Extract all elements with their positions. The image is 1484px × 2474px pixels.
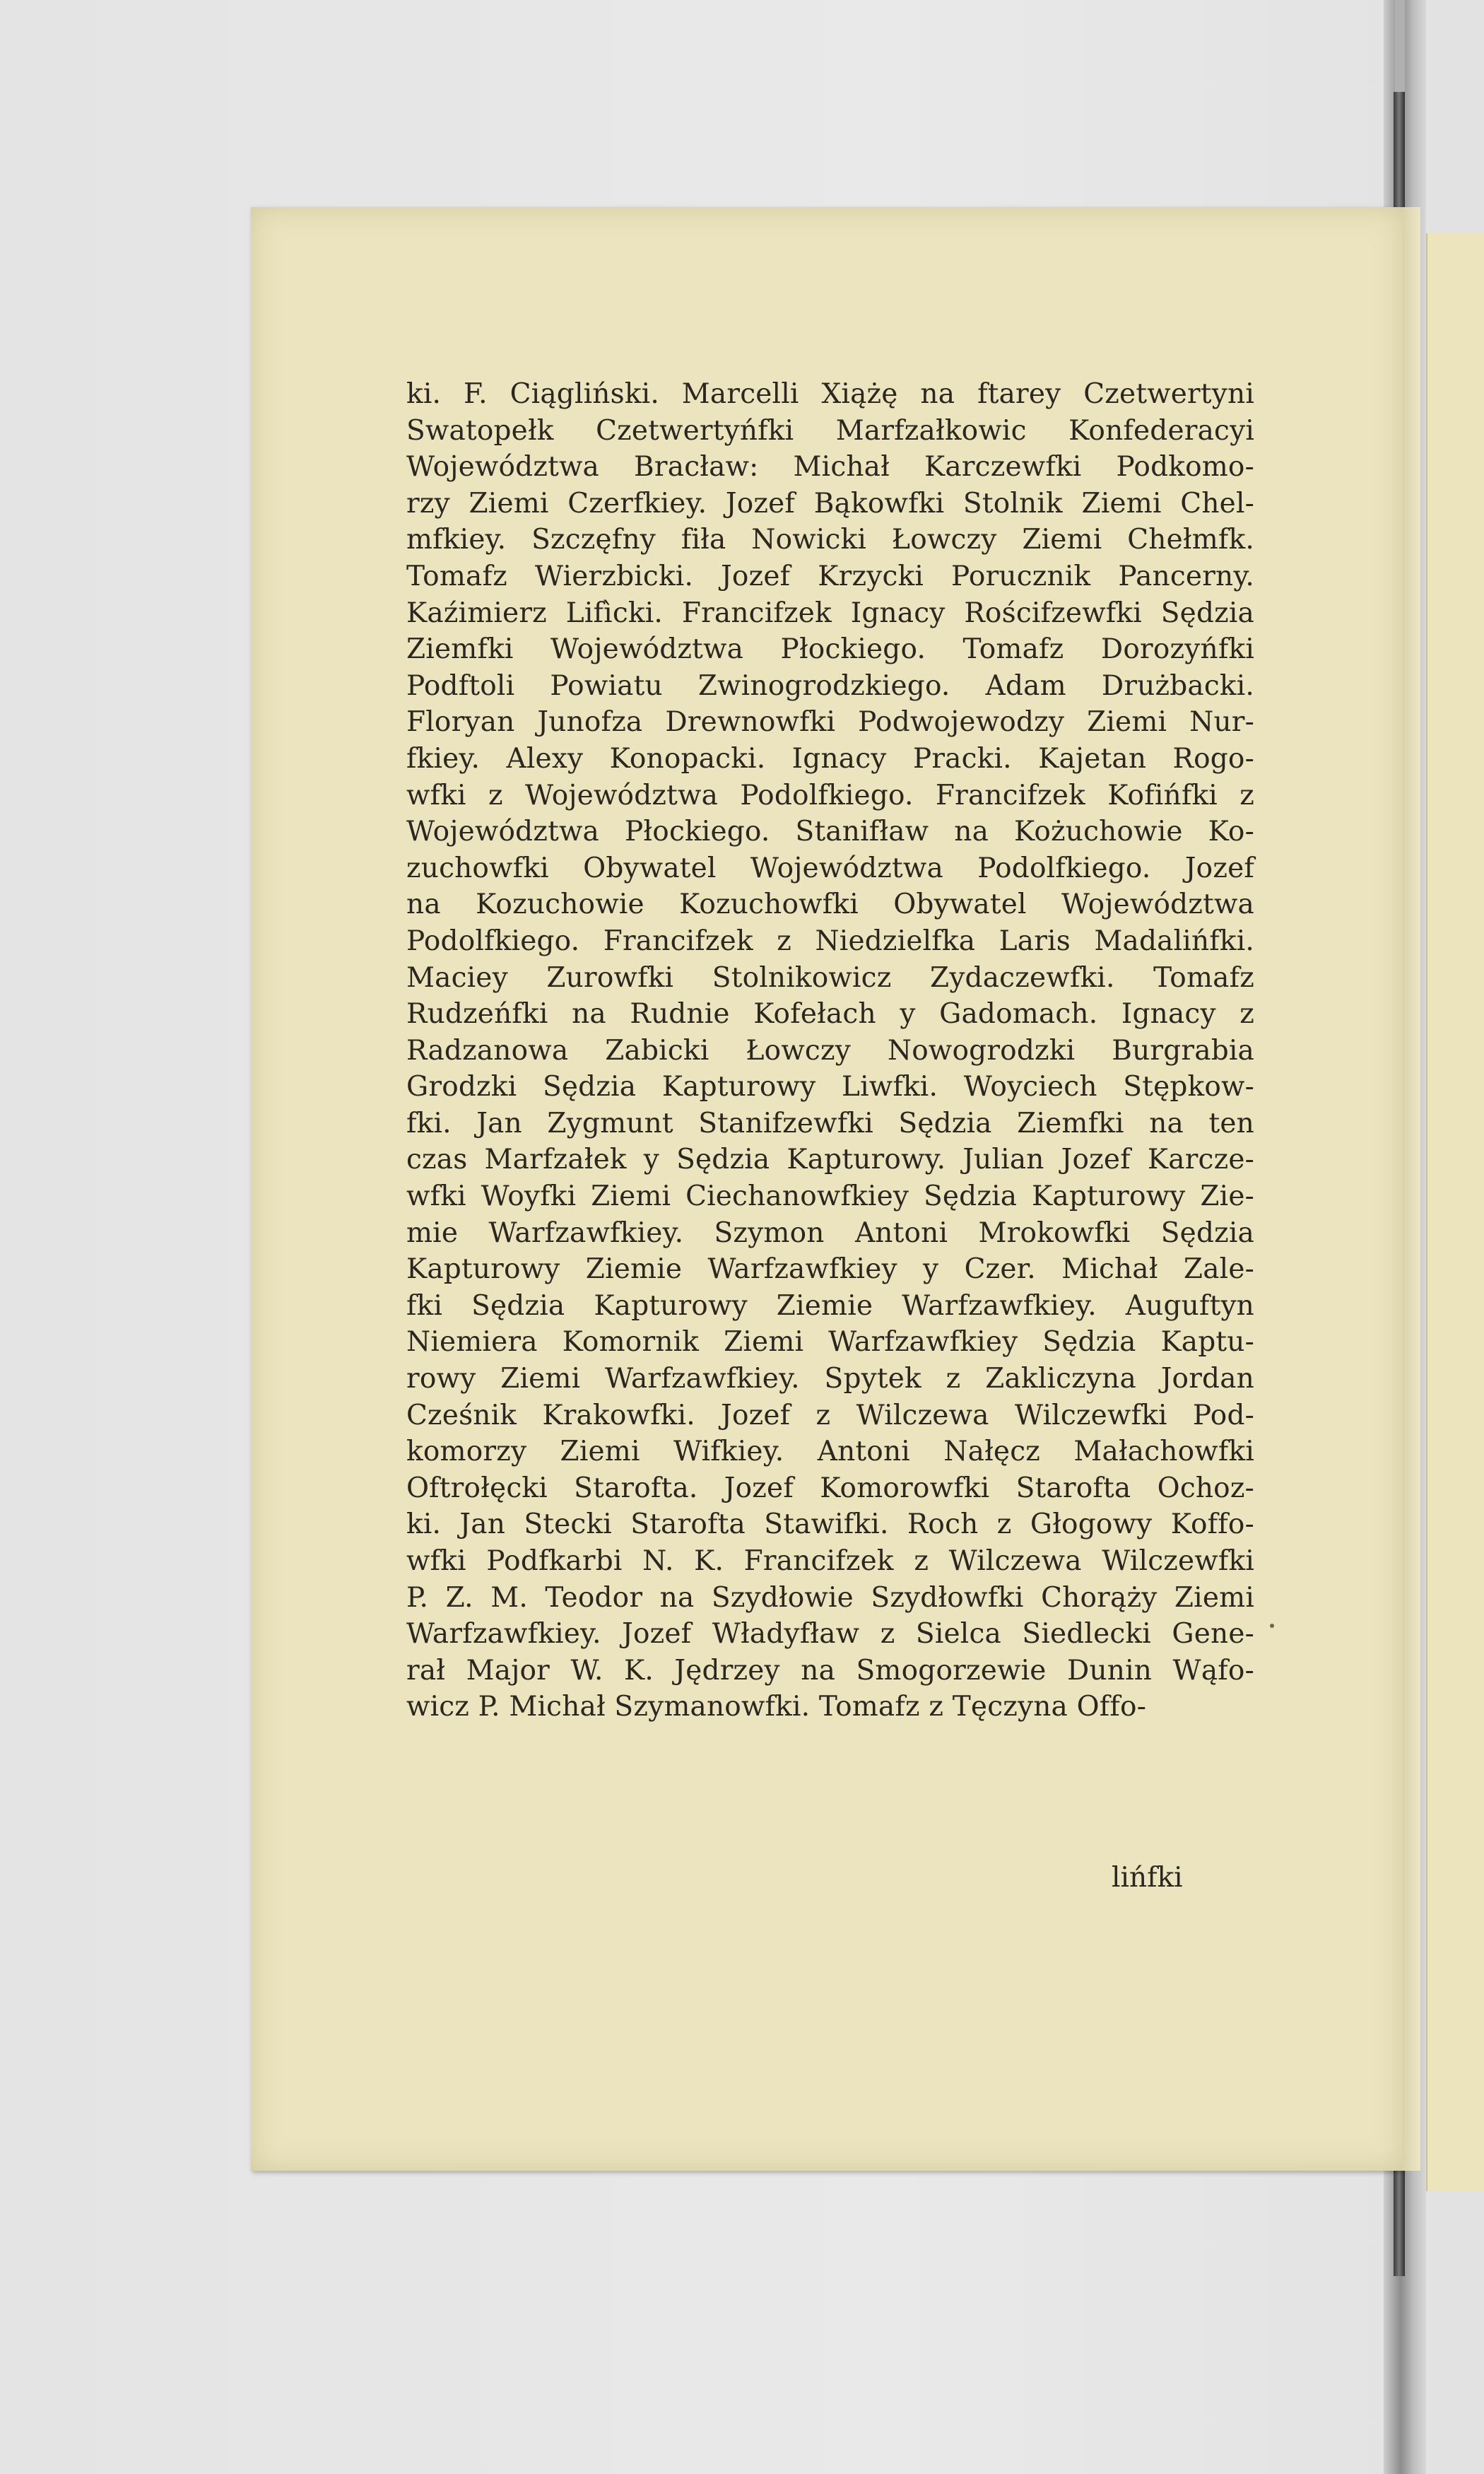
text-line: Ziemfki Województwa Płockiego. Tomafz Dorozyńfki: [406, 633, 1254, 666]
text-line: wfki Podfkarbi N. K. Francifzek z Wilczewa Wilczewfki: [406, 1545, 1254, 1577]
facing-page-edge: [1426, 233, 1484, 2191]
text-line: ki. Jan Stecki Starofta Stawifki. Roch z Głogowy Koffo-: [406, 1508, 1254, 1541]
text-line: Podftoli Powiatu Zwinogrodzkiego. Adam Drużbacki.: [406, 669, 1254, 702]
text-line: Kaźimierz Lifìcki. Francifzek Ignacy Rościfzewfki Sędzia: [406, 597, 1254, 629]
page-gutter: [1403, 207, 1420, 2171]
text-line: czas Marfzałek y Sędzia Kapturowy. Julian Jozef Karcze-: [406, 1144, 1254, 1176]
text-line: Grodzki Sędzia Kapturowy Liwfki. Woyciech Stępkow-: [406, 1071, 1254, 1103]
catchword: lińfki: [1112, 1862, 1183, 1894]
text-line: rowy Ziemi Warfzawfkiey. Spytek z Zakliczyna Jordan: [406, 1363, 1254, 1395]
text-line: mie Warfzawfkiey. Szymon Antoni Mrokowfki Sędzia: [406, 1217, 1254, 1249]
text-line: Województwa Płockiego. Stanifław na Kożuchowie Ko-: [406, 816, 1254, 848]
text-line: P. Z. M. Teodor na Szydłowie Szydłowfki Chorąży Ziemi: [406, 1581, 1254, 1614]
text-line: fki. Jan Zygmunt Stanifzewfki Sędzia Ziemfki na ten: [406, 1107, 1254, 1139]
binding-top: [1395, 0, 1405, 92]
text-line: fkiey. Alexy Konopacki. Ignacy Pracki. Kajetan Rogo-: [406, 742, 1254, 775]
text-line: komorzy Ziemi Wifkiey. Antoni Nałęcz Małachowfki: [406, 1436, 1254, 1468]
ink-speck: [1270, 1624, 1274, 1628]
text-line: rzy Ziemi Czerfkiey. Jozef Bąkowfki Stolnik Ziemi Chel-: [406, 487, 1254, 520]
text-line: Warfzawfkiey. Jozef Władyfław z Sielca Siedlecki Gene-: [406, 1618, 1254, 1651]
text-line: fki Sędzia Kapturowy Ziemie Warfzawfkiey. Auguftyn: [406, 1289, 1254, 1322]
text-line: Tomafz Wierzbicki. Jozef Krzycki Porucznik Pancerny.: [406, 560, 1254, 592]
text-line: wicz P. Michał Szymanowfki. Tomafz z Tęczyna Offo-: [406, 1691, 1147, 1723]
text-line: ki. F. Ciągliński. Marcelli Xiążę na ftarey Czetwertyni: [406, 378, 1254, 410]
text-line: Floryan Junofza Drewnowfki Podwojewodzy Ziemi Nur-: [406, 706, 1254, 739]
text-line: na Kozuchowie Kozuchowfki Obywatel Województwa: [406, 889, 1254, 921]
text-line: Cześnik Krakowfki. Jozef z Wilczewa Wilczewfki Pod-: [406, 1399, 1254, 1431]
text-line: Radzanowa Zabicki Łowczy Nowogrodzki Burgrabia: [406, 1034, 1254, 1067]
text-line: Rudzeńfki na Rudnie Kofełach y Gadomach. Ignacy z: [406, 998, 1254, 1031]
text-line: rał Major W. K. Jędrzey na Smogorzewie Dunin Wąfo-: [406, 1654, 1254, 1687]
text-line: Swatopełk Czetwertyńfki Marfzałkowic Konfederacyi: [406, 414, 1254, 447]
text-line: wfki z Województwa Podolfkiego. Francifzek Kofińfki z: [406, 779, 1254, 811]
text-line: Podolfkiego. Francifzek z Niedzielfka Laris Madalińfki.: [406, 925, 1254, 957]
text-line: Oftrołęcki Starofta. Jozef Komorowfki Starofta Ochoz-: [406, 1472, 1254, 1504]
text-line: wfki Woyfki Ziemi Ciechanowfkiey Sędzia Kapturowy Zie-: [406, 1180, 1254, 1213]
text-line: Województwa Bracław: Michał Karczewfki Podkomo-: [406, 451, 1254, 483]
text-line: zuchowfki Obywatel Województwa Podolfkiego. Jozef: [406, 852, 1254, 884]
body-text: [406, 376, 1254, 1725]
text-line: Niemiera Komornik Ziemi Warfzawfkiey Sędzia Kaptu-: [406, 1326, 1254, 1359]
text-line: Kapturowy Ziemie Warfzawfkiey y Czer. Michał Zale-: [406, 1253, 1254, 1286]
text-line: Maciey Zurowfki Stolnikowicz Zydaczewfki. Tomafz: [406, 961, 1254, 994]
text-line: mfkiey. Szczęfny fiła Nowicki Łowczy Ziemi Chełmfk.: [406, 524, 1254, 556]
